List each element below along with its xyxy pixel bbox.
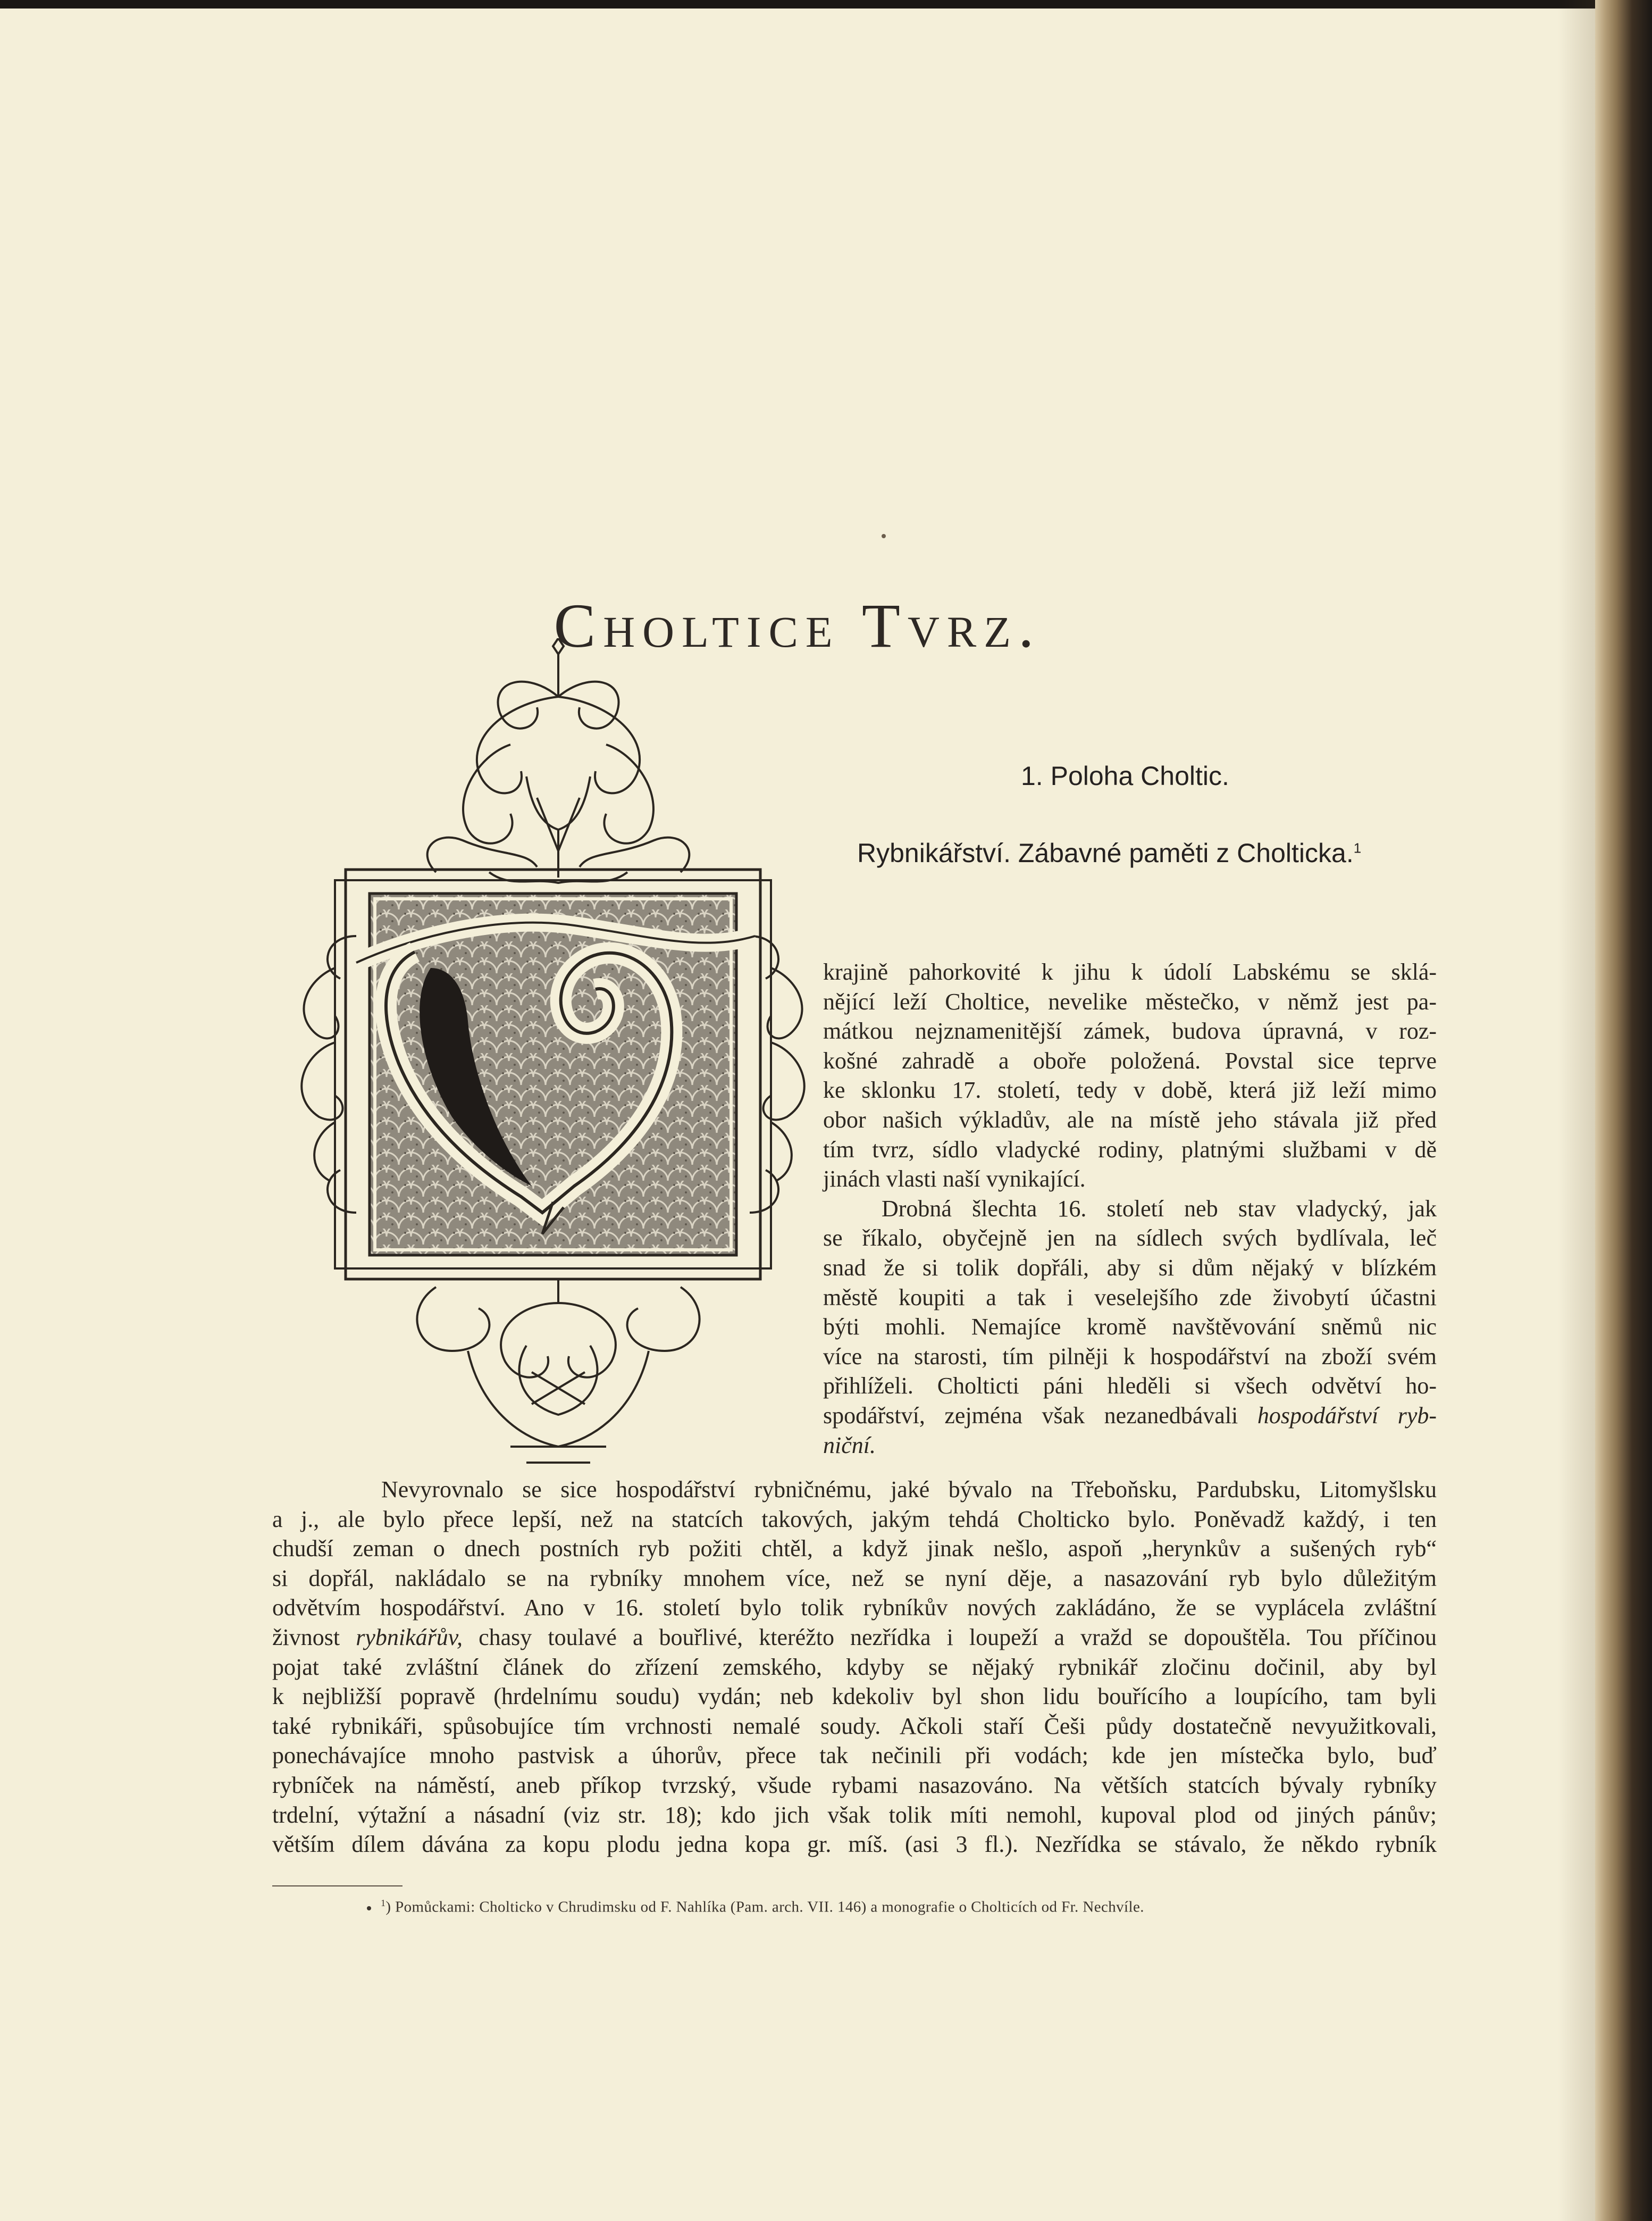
text-line: větším dílem dávána za kopu plodu jedna kopa gr. míš. (asi 3 fl.). Nezřídka se stávalo, že někdo rybník [272,1831,1437,1858]
scan-top-edge [0,0,1652,9]
text-line: tím tvrz, sídlo vladycké rodiny, platnými službami v dě [823,1136,1437,1163]
paragraph-narrow-column [823,957,1437,1460]
italic-term: niční. [823,1432,876,1458]
text-line: přihlíželi. Cholticti páni hleděli si všech odvětví ho- [823,1373,1437,1399]
text-line: nějící leží Choltice, nevelike městečko, v němž jest pa- [823,988,1437,1015]
text-line: ponechávajíce mnoho pastvisk a úhorův, přece tak nečinili při vodách; kde jen místečka bylo, buď [272,1742,1437,1769]
text-line: snad že si tolik dopřáli, aby si dům nějaký v blízkém [823,1254,1437,1281]
italic-term: rybnikářův, [356,1624,463,1650]
text-line: více na starosti, tím pilněji k hospodářství na zboží svém [823,1343,1437,1370]
text-line: obor našich výkladův, ale na místě jeho stávala již před [823,1106,1437,1133]
text-line: také rybnikáři, spůsobujíce tím vrchnosti nemalé soudy. Ačkoli staří Češi půdy dostatečně nevyužitkovali, [272,1713,1437,1739]
italic-term: hospodářství ryb- [1257,1402,1437,1429]
text-line: trdelní, výtažní a násadní (viz str. 18); kdo jich však tolik míti nemohl, kupoval plod od jiných pánův; [272,1801,1437,1828]
text-line [823,1401,1437,1431]
text-line: jinách vlasti naší vynikající. [823,1166,1086,1192]
footnote [367,1898,1430,1916]
footnote-reference: 1 [1353,840,1362,856]
text-segment: živnost [272,1624,340,1650]
text-line: se říkalo, obyčejně jen na sídlech svých bydlívala, leč [823,1225,1437,1251]
text-line: rybníček na náměstí, aneb příkop tvrzský, všude rybami nasazováno. Na větších statcích bývaly rybníky [272,1772,1437,1798]
text-line: Nevyrovnalo se sice hospodářství rybničnému, jaké bývalo na Třeboňsku, Pardubsku, Litomyšlsku [381,1476,1437,1502]
text-line: chudší zeman o dnech postních ryb požiti chtěl, a když jinak nešlo, aspoň „herynkův a sušených ryb“ [272,1535,1437,1562]
text-line: k nejbližší popravě (hrdelnímu soudu) vydán; neb kdekoliv byl shon lidu bouřícího a loupícího, tam byli [272,1683,1437,1710]
text-line: košné zahradě a oboře položená. Povstal sice teprve [823,1047,1437,1074]
text-line: odvětvím hospodářství. Ano v 16. století bylo tolik rybníkův nových zakládáno, že se vyplácela zvláštní [272,1594,1437,1621]
text-segment: spodářství, zejména však nezanedbávali [823,1402,1238,1429]
paragraph-wide-column [272,1475,1437,1859]
text-line: krajině pahorkovité k jihu k údolí Labskému se sklá- [823,959,1437,985]
footnote-bullet [367,1906,371,1910]
binding-shadow [1558,0,1595,2221]
footnote-rule [272,1885,402,1886]
sub-heading-text: Rybnikářství. Zábavné paměti z Cholticka. [857,838,1354,868]
section-heading: 1. Poloha Choltic. [1021,761,1229,791]
page-title: Choltice Tvrz. [554,591,1042,661]
text-segment: chasy toulavé a bouřlivé, kteréžto nezřídka i loupeží a vražd se dopouštěla. Tou příčinou [479,1624,1437,1650]
book-binding-edge [1595,0,1652,2221]
text-line [823,1431,1437,1460]
text-line: ke sklonku 17. století, tedy v době, která již leží mimo [823,1077,1437,1104]
text-line: městě koupiti a tak i veselejšího zde živobytí účastni [823,1284,1437,1310]
text-line: Drobná šlechta 16. století neb stav vladycký, jak [882,1195,1437,1222]
text-line: mátkou nejznamenitější zámek, budova úpravná, v roz- [823,1018,1437,1045]
text-line [272,1623,1437,1652]
footnote-text: ) Pomůckami: Cholticko v Chrudimsku od F. Nahlíka (Pam. arch. VII. 146) a monografie o Cholticích od Fr. Nechvíle. [385,1898,1144,1916]
text-line: býti mohli. Nemajíce kromě navštěvování sněmů nic [823,1314,1437,1340]
footnote-mark: 1 [381,1898,386,1908]
title-speck [882,534,886,538]
text-line: a j., ale bylo přece lepší, než na statcích takových, jakým tehdá Cholticko bylo. Poněvadž každý, i ten [272,1506,1437,1532]
illuminated-initial-v [276,638,824,1468]
sub-heading [857,838,1361,869]
text-line: si dopřál, nakládalo se na rybníky mnohem více, než se nyní děje, a nasazování ryb bylo důležitým [272,1565,1437,1591]
text-line: pojat také zvláštní článek do zřízení zemského, kdyby se nějaký rybnikář zločinu dočinil, aby byl [272,1654,1437,1680]
